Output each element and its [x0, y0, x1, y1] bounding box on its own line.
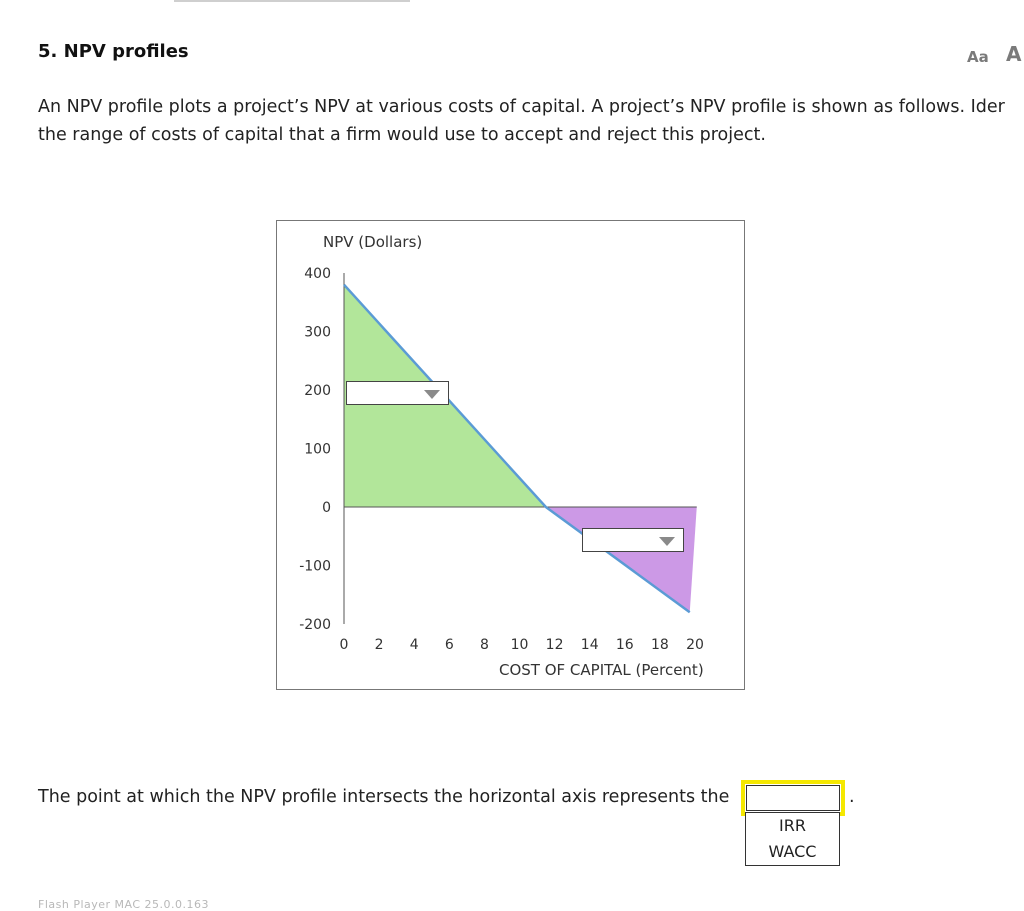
x-tick-label: 4	[409, 637, 419, 653]
x-tick-label: 2	[374, 637, 384, 653]
x-tick-label: 20	[686, 637, 704, 653]
x-axis-title: COST OF CAPITAL (Percent)	[499, 661, 704, 679]
x-tick-label: 16	[615, 637, 634, 653]
answer-select[interactable]	[741, 780, 845, 816]
x-tick-label: 10	[510, 637, 529, 653]
y-tick-label: 300	[304, 324, 331, 341]
chart-svg	[277, 221, 744, 689]
y-tick-label: -100	[299, 558, 331, 575]
accept-region-dropdown[interactable]	[346, 381, 449, 405]
x-tick-label: 14	[580, 637, 599, 653]
font-size-small-button[interactable]: Aa	[967, 48, 989, 66]
x-tick-label: 12	[545, 637, 564, 653]
y-tick-label: 400	[304, 266, 331, 282]
y-tick-label: -200	[299, 617, 331, 633]
intro-line-2: the range of costs of capital that a firm would use to accept and reject this project.	[38, 125, 766, 145]
y-axis-title: NPV (Dollars)	[323, 233, 423, 251]
answer-options-list	[745, 812, 840, 866]
dropdown-arrow-icon	[659, 537, 675, 546]
x-tick-label: 6	[444, 637, 454, 653]
y-tick-label: 100	[304, 441, 331, 458]
y-tick-label: 0	[322, 500, 331, 516]
npv-profile-chart	[276, 220, 745, 690]
option-irr[interactable]: IRR	[779, 816, 806, 835]
x-tick-label: 18	[650, 637, 669, 653]
answer-select-field[interactable]	[746, 785, 840, 811]
intro-line-1: An NPV profile plots a project’s NPV at various costs of capital. A project’s NPV profile is shown as follows. Ider	[38, 97, 1005, 117]
dropdown-arrow-icon	[424, 390, 440, 399]
reject-region-dropdown[interactable]	[582, 528, 684, 552]
question-intro	[38, 93, 1024, 149]
question-title: 5. NPV profiles	[38, 41, 189, 62]
y-tick-label: 200	[304, 383, 331, 399]
option-wacc[interactable]: WACC	[768, 842, 817, 861]
top-divider	[174, 0, 410, 2]
footer-version: Flash Player MAC 25.0.0.163	[38, 898, 210, 911]
answer-sentence: The point at which the NPV profile intersects the horizontal axis represents the	[38, 787, 730, 807]
y-tick-labels	[299, 266, 331, 633]
x-tick-labels	[340, 637, 704, 653]
x-tick-label: 8	[479, 637, 489, 653]
font-size-large-button[interactable]: A	[1006, 42, 1022, 66]
x-tick-label: 0	[339, 637, 349, 653]
sentence-period: .	[849, 787, 855, 807]
